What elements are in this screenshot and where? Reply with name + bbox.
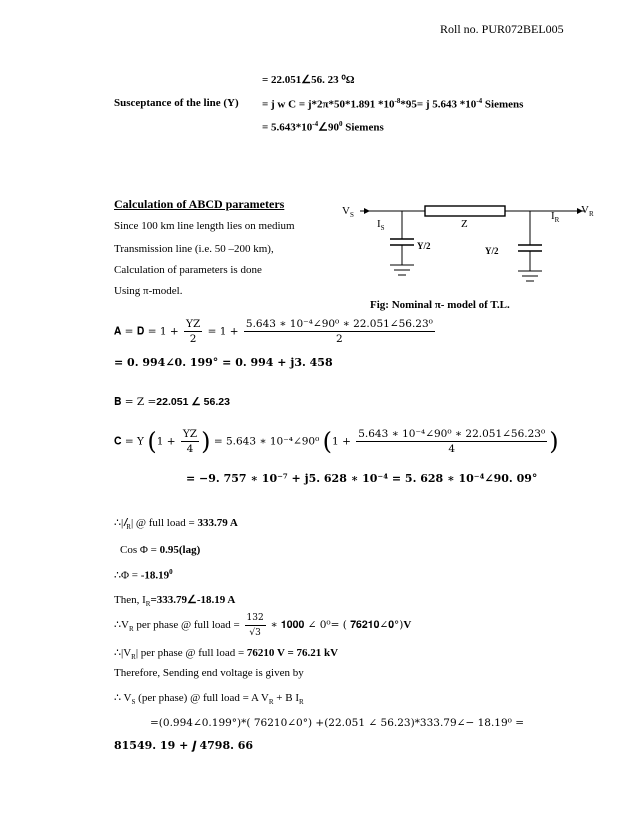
phase-angle: ∴Φ = $-18.19^0$ xyxy=(114,568,173,582)
abcd-text-line2: Transmission line (i.e. 50 –200 km), xyxy=(114,243,274,255)
susceptance-label: Susceptance of the line (Y) xyxy=(114,97,239,109)
diagram-y2-left: Y/2 xyxy=(417,241,431,251)
diagram-ir-label: $I_R$ xyxy=(551,210,560,225)
eq-c: 𝐂 = Y (1 + $\frac{YZ}{4}$ ) = 5.643 ∗ 10⁻⁴∠90⁰ (1 + $\frac{\text{5.643 ∗ 10⁻⁴∠90⁰ ∗ 22.051∠56.23⁰}}{4}$ ) xyxy=(114,427,559,456)
eq-a-d: 𝐀 = 𝐃 = 1 + $\frac{YZ}{2}$ = 1 + $\frac{\text{5.643 ∗ 10⁻⁴∠90⁰ ∗ 22.051∠56.23⁰}}{2}$ xyxy=(114,318,433,345)
vr-per-phase: $\therefore V_R$ per phase @ full load = $\frac{132}{√3}$ ∗ 𝟏𝟎𝟎𝟎 ∠ 0⁰= ( 𝟕𝟔𝟐𝟏𝟎∠𝟎°)V xyxy=(114,613,412,638)
receiving-current: ∴|𝐼$_R$| @ full load = 333.79 A xyxy=(114,517,238,532)
abcd-heading: Calculation of ABCD parameters xyxy=(114,197,285,211)
diagram-caption: Fig: Nominal π- model of T.L. xyxy=(370,299,510,311)
diagram-y2-right: Y/2 xyxy=(485,246,499,256)
diagram-z-label: Z xyxy=(461,218,468,230)
pi-model-diagram xyxy=(330,195,600,295)
susceptance-polar: = $5.643*10^{-4}\angle 90^0$ Siemens xyxy=(262,120,384,134)
vs-arrow-icon xyxy=(364,208,370,214)
abcd-text-line3: Calculation of parameters is done xyxy=(114,264,262,276)
vs-final-result: 𝟖𝟏𝟓𝟒𝟗. 𝟏𝟗 + 𝒋 𝟒𝟕𝟗𝟖. 𝟔𝟔 xyxy=(114,739,254,752)
eq-a-d-result: = 𝟎. 𝟗𝟗𝟒∠𝟎. 𝟏𝟗𝟗° = 𝟎. 𝟗𝟗𝟒 + 𝐣𝟑. 𝟒𝟓𝟖 xyxy=(114,356,333,369)
ir-phasor: Then, $I_R=333.79\angle-18.19$ A xyxy=(114,594,236,609)
eq-b: 𝐁 = Z =22.051 ∠ 56.23 xyxy=(114,396,230,408)
vs-formula: ∴ $V_S$ (per phase) @ full load = A $V_R + B$ $I_R$ xyxy=(114,692,304,707)
susceptance-formula: = j w C = j*2π*50*1.891 $*10^{-8}*95= j$ 5.643 $*10^{-4}$ Siemens xyxy=(262,97,524,111)
therefore-text: Therefore, Sending end voltage is given by xyxy=(114,667,304,679)
diagram-vr-label: $V_R$ xyxy=(581,204,594,219)
impedance-box xyxy=(425,206,505,216)
roll-number: Roll no. PUR072BEL005 xyxy=(440,22,564,36)
eq-c-result: = −𝟗. 𝟕𝟓𝟕 ∗ 𝟏𝟎⁻⁷ + 𝐣𝟓. 𝟔𝟐𝟖 ∗ 𝟏𝟎⁻⁴ = 𝟓. 𝟔𝟐𝟖 ∗ 𝟏𝟎⁻⁴∠𝟗𝟎. 𝟎𝟗° xyxy=(186,472,538,485)
vs-calculation: =(0.994∠0.199°)*( 76210∠0°) +(22.051 ∠ 56.23)*333.79∠− 18.19⁰ = xyxy=(150,717,524,729)
abcd-text-line4: Using π-model. xyxy=(114,285,183,297)
abcd-text-line1: Since 100 km line length lies on medium xyxy=(114,220,295,232)
diagram-vs-label: $V_S$ xyxy=(342,205,354,220)
impedance-value: = 22.051∠56. 23 ⁰Ω xyxy=(262,74,355,86)
vr-magnitude: $\therefore|V_R|$ per phase @ full load = 76210 V = 76.21 kV xyxy=(114,647,339,662)
power-factor: Cos Φ = 0.95(lag) xyxy=(120,544,201,556)
diagram-is-label: $I_S$ xyxy=(377,218,385,233)
